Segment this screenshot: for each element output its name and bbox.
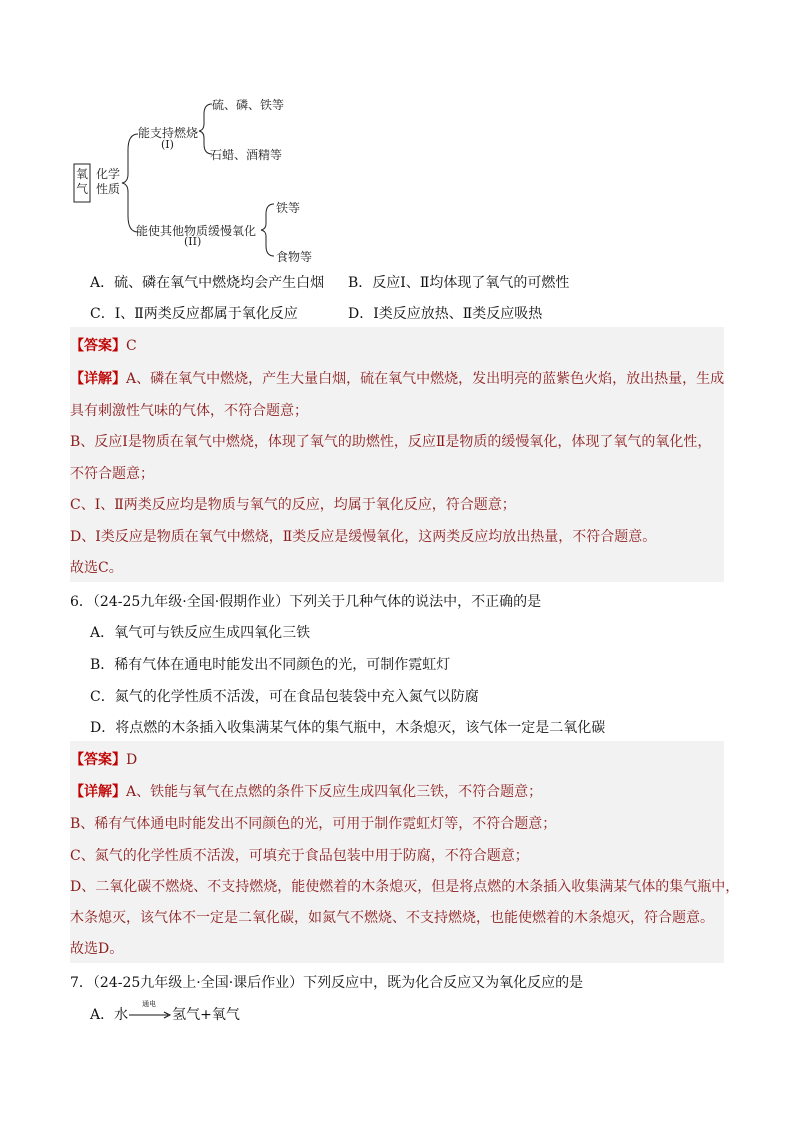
- q5-answer-value: C: [126, 338, 137, 354]
- q6-detail-line-3: C、氮气的化学性质不活泼，可填充于食品包装中用于防腐，不符合题意；: [70, 848, 529, 864]
- q6-detail-line-2: B、稀有气体通电时能发出不同颜色的光，可用于制作霓虹灯等，不符合题意；: [70, 816, 557, 832]
- branch1-roman: (I): [161, 138, 174, 151]
- q5-answer-tag: 【答案】: [70, 338, 126, 354]
- q5-detail-line-4: 不符合题意；: [70, 466, 154, 482]
- branch2-label: 能使其他物质缓慢氧化: [136, 224, 257, 238]
- branch1-leaf1: 硫、磷、铁等: [212, 98, 285, 112]
- q7-stem: 7．（24-25九年级上·全国·课后作业）下列反应中，既为化合反应又为氧化反应的是: [70, 975, 584, 991]
- branch1-leaf2: 石蜡、酒精等: [210, 148, 283, 162]
- branch2-roman: (II): [184, 235, 202, 248]
- q5-detail-tag: 【详解】: [70, 371, 126, 387]
- q5-conclusion: 故选C。: [70, 560, 123, 576]
- reaction-arrow: [128, 1000, 172, 1022]
- q7-option-a-products: 氢气+氧气: [172, 1007, 240, 1023]
- q5-option-a: A．硫、磷在氧气中燃烧均会产生白烟: [90, 275, 325, 291]
- q6-option-a: A．氧气可与铁反应生成四氧化三铁: [90, 625, 311, 641]
- branch1-label: 能支持燃烧: [138, 126, 199, 140]
- q5-detail-line-1: [70, 368, 724, 388]
- q6-detail-line-1: [70, 781, 542, 801]
- main-brace: [122, 134, 138, 232]
- q6-option-c: C．氮气的化学性质不活泼，可在食品包装袋中充入氮气以防腐: [90, 689, 479, 705]
- diagram-chemical-property: 化学性质: [96, 167, 121, 196]
- q7-option-a-reactant: A．水: [90, 1007, 129, 1023]
- q5-detail-line-3: B、反应Ⅰ是物质在氧气中燃烧，体现了氧气的助燃性，反应Ⅱ是物质的缓慢氧化，体现了氧气的氧化性，: [70, 434, 712, 450]
- q5-option-b: B．反应Ⅰ、Ⅱ均体现了氧气的可燃性: [348, 275, 570, 291]
- q6-detail-line-5: 木条熄灭，该气体不一定是二氧化碳，如氮气不燃烧、不支持燃烧，也能使燃着的木条熄灭，符合题意。: [70, 910, 714, 926]
- reaction-condition: 通电: [142, 1000, 157, 1008]
- q6-conclusion: 故选D。: [70, 941, 124, 957]
- q6-stem: 6．（24-25九年级·全国·假期作业）下列关于几种气体的说法中，不正确的是: [70, 594, 542, 610]
- q6-detail-text-1: A、铁能与氧气在点燃的条件下反应生成四氧化三铁，不符合题意；: [126, 784, 543, 800]
- q5-detail-line-2: 具有刺激性气味的气体，不符合题意；: [70, 403, 308, 419]
- branch2-leaf2: 食物等: [276, 250, 313, 264]
- q7-option-a: [90, 1000, 240, 1024]
- q6-option-d: D．将点燃的木条插入收集满某气体的集气瓶中，木条熄灭，该气体一定是二氧化碳: [90, 720, 606, 736]
- q6-answer-line: [70, 749, 137, 769]
- q6-answer-tag: 【答案】: [70, 752, 126, 768]
- q6-detail-line-4: D、二氧化碳不燃烧、不支持燃烧，能使燃着的木条熄灭，但是将点燃的木条插入收集满某气体的集气瓶中，: [70, 879, 740, 895]
- lower-brace: [261, 204, 274, 256]
- q5-detail-text-1: A、磷在氧气中燃烧，产生大量白烟，硫在氧气中燃烧，发出明亮的蓝紫色火焰，放出热量，生成: [126, 371, 725, 387]
- q6-answer-value: D: [126, 752, 138, 768]
- diagram-root-oxygen: 氧气: [76, 167, 89, 196]
- q5-detail-line-6: D、Ⅰ类反应是物质在氧气中燃烧，Ⅱ类反应是缓慢氧化，这两类反应均放出热量，不符合题意。: [70, 529, 657, 545]
- q6-option-b: B．稀有气体在通电时能发出不同颜色的光，可制作霓虹灯: [90, 657, 451, 673]
- arrow-icon: [128, 1008, 172, 1022]
- branch2-leaf1: 铁等: [276, 201, 301, 215]
- q5-detail-line-5: C、Ⅰ、Ⅱ两类反应均是物质与氧气的反应，均属于氧化反应，符合题意；: [70, 497, 516, 513]
- q6-detail-tag: 【详解】: [70, 784, 126, 800]
- q5-option-c: C．Ⅰ、Ⅱ两类反应都属于氧化反应: [90, 306, 298, 322]
- q5-option-d: D．Ⅰ类反应放热、Ⅱ类反应吸热: [348, 306, 543, 322]
- q5-answer-line: [70, 335, 137, 355]
